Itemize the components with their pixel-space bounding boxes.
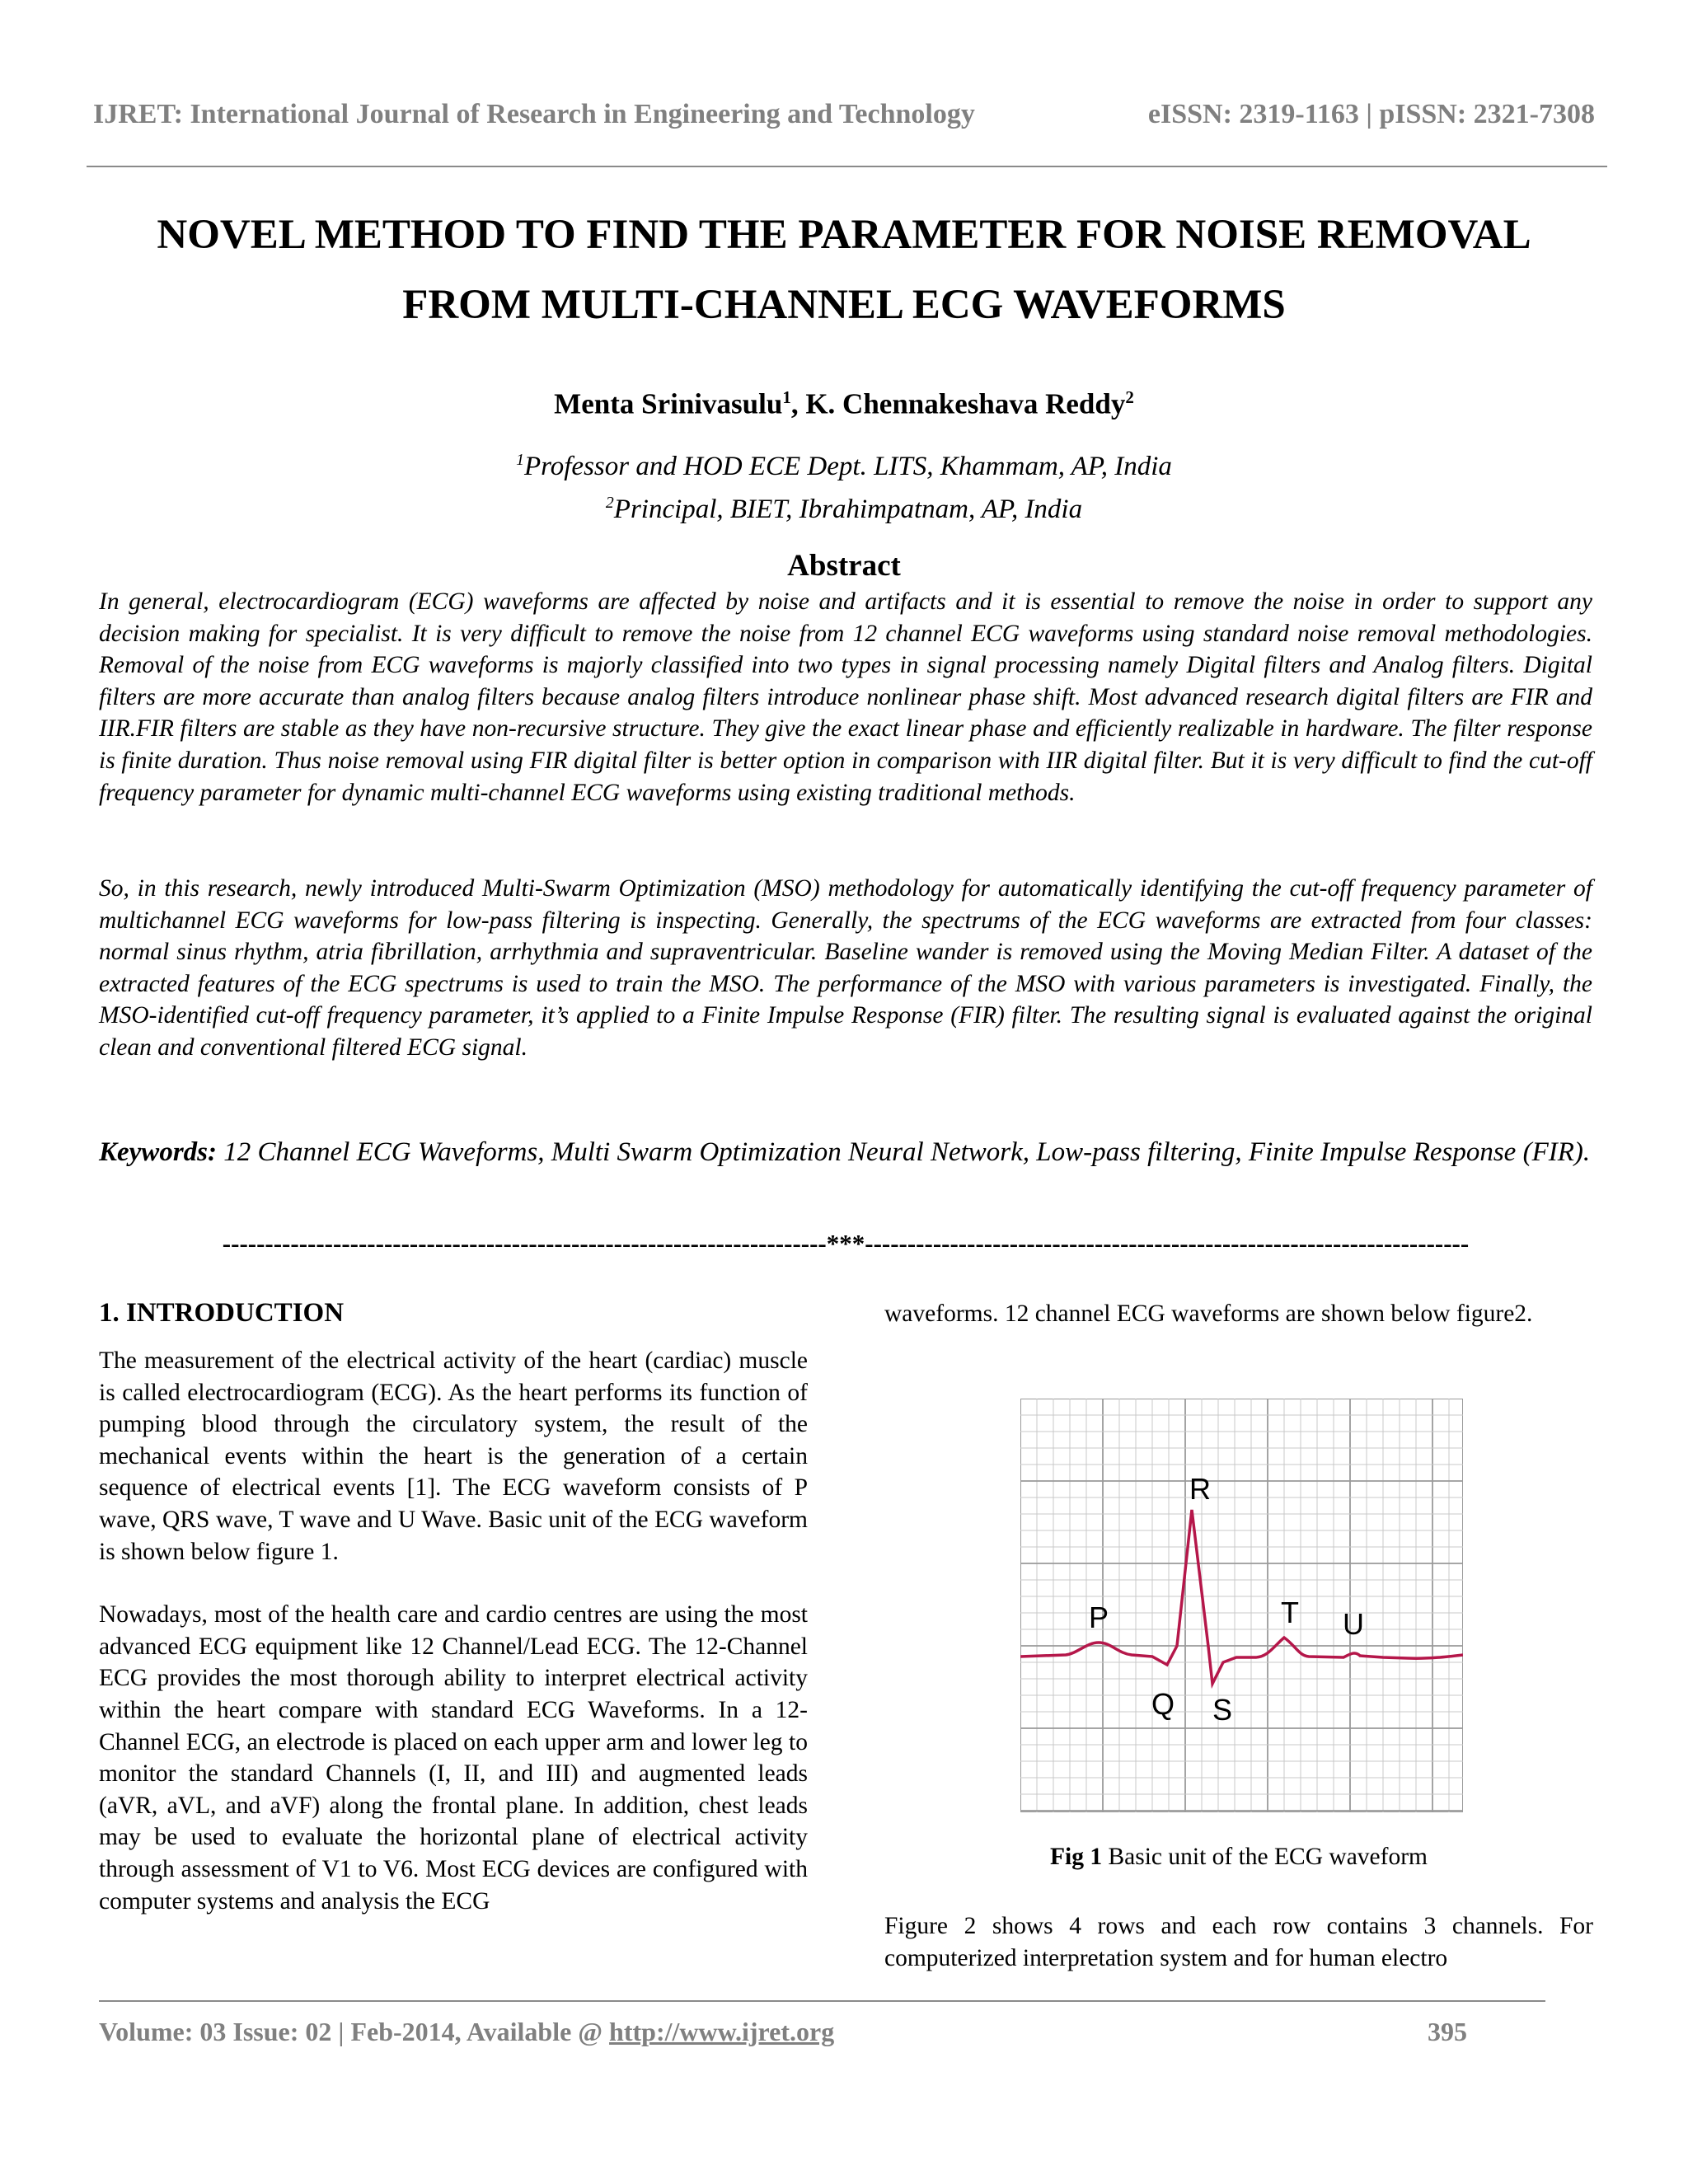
- footer-volume: Volume: 03 Issue: 02 | Feb-2014, Available @: [99, 2017, 610, 2046]
- keywords-label: Keywords:: [99, 1137, 217, 1167]
- keywords: [99, 1125, 1592, 1179]
- section-heading-introduction: 1. INTRODUCTION: [99, 1298, 345, 1328]
- figure-ecg-basic-unit: [1020, 1399, 1463, 1812]
- figure-caption: [884, 1844, 1593, 1871]
- author-2: K. Chennakeshava Reddy: [805, 387, 1126, 420]
- title-line-1: NOVEL METHOD TO FIND THE PARAMETER FOR NOISE REMOVAL: [157, 212, 1531, 258]
- intro-paragraph-4: Figure 2 shows 4 rows and each row contains 3 channels. For computerized interpretation system and for human electro: [884, 1913, 1593, 1971]
- footer: [99, 2017, 1459, 2047]
- keywords-text: 12 Channel ECG Waveforms, Multi Swarm Optimization Neural Network, Low-pass filtering, Finite Impulse Response (FIR).: [217, 1137, 1591, 1167]
- abstract-heading: Abstract: [787, 549, 901, 583]
- running-header: [93, 99, 1595, 130]
- author-separator: ,: [790, 387, 806, 420]
- affiliation-1: $^1$Professor and HOD ECE Dept. LITS, Khammam, AP, India: [516, 451, 1172, 481]
- author-list: [0, 387, 1688, 421]
- wave-label-s: S: [1212, 1693, 1233, 1727]
- left-column: [99, 1298, 808, 1917]
- author-1-affil: 1: [782, 387, 791, 407]
- figure-caption-label: Fig 1: [1050, 1844, 1103, 1870]
- page-number: 395: [1428, 2017, 1467, 2046]
- intro-paragraph-1: The measurement of the electrical activity of the heart (cardiac) muscle is called electrocardiogram (ECG). As the heart performs its function of pumping blood through the circulatory system, the result of the mechanical events within the heart is the generation of a certain sequence of electrical events [1]. The ECG waveform consists of P wave, QRS wave, T wave and U Wave. Basic unit of the ECG waveform is shown below figure 1.: [99, 1347, 808, 1565]
- wave-label-t: T: [1281, 1596, 1299, 1629]
- paper-title: [99, 200, 1589, 340]
- wave-label-p: P: [1088, 1601, 1109, 1634]
- wave-label-u: U: [1343, 1607, 1364, 1641]
- wave-label-q: Q: [1151, 1687, 1175, 1721]
- figure-caption-text: Basic unit of the ECG waveform: [1102, 1844, 1428, 1870]
- intro-paragraph-2: Nowadays, most of the health care and cardio centres are using the most advanced ECG equipment like 12 Channel/Lead ECG. The 12-Channel ECG provides the most thorough ability to interpret electrical activity within the heart compare with standard ECG Waveforms. In a 12-Channel ECG, an electrode is placed on each upper arm and lower leg to monitor the standard Channels (I, II, and III) and augmented leads (aVR, aVL, and aVF) along the frontal plane. In addition, chest leads may be used to evaluate the horizontal plane of electrical activity through assessment of V1 to V6. Most ECG devices are configured with computer systems and analysis the ECG: [99, 1601, 808, 1915]
- affiliations: [0, 442, 1688, 527]
- ecg-grid: [1020, 1399, 1463, 1812]
- footer-link[interactable]: http://www.ijret.org: [609, 2017, 835, 2046]
- author-1: Menta Srinivasulu: [554, 387, 783, 420]
- wave-label-r: R: [1189, 1472, 1211, 1506]
- grid-border: [1020, 1399, 1463, 1812]
- affiliation-2: $^2$Principal, BIET, Ibrahimpatnam, AP, India: [605, 494, 1083, 524]
- right-column-bottom: [884, 1910, 1593, 1974]
- abstract-paragraph-2: So, in this research, newly introduced Multi-Swarm Optimization (MSO) methodology for automatically identifying the cut-off frequency parameter of multichannel ECG waveforms for low-pass filtering is inspecting. Generally, the spectrums of the ECG waveforms are extracted from four classes: normal sinus rhythm, atria fibrillation, arrhythmia and supraventricular. Baseline wander is removed using the Moving Median Filter. A dataset of the extracted features of the ECG spectrums is used to train the MSO. The performance of the MSO with various parameters is investigated. Finally, the MSO-identified cut-off frequency parameter, it’s applied to a Finite Impulse Response (FIR) filter. The resulting signal is evaluated against the original clean and conventional filtered ECG signal.: [99, 875, 1592, 1061]
- title-line-2: FROM MULTI-CHANNEL ECG WAVEFORMS: [402, 282, 1286, 328]
- ecg-waveform-diagram: [1020, 1399, 1463, 1812]
- header-rule: [87, 166, 1607, 167]
- footer-rule: [99, 2000, 1545, 2002]
- right-column-top: [884, 1298, 1593, 1330]
- intro-paragraph-3: waveforms. 12 channel ECG waveforms are shown below figure2.: [884, 1301, 1533, 1327]
- journal-name: IJRET: International Journal of Research in Engineering and Technology: [93, 99, 975, 129]
- abstract-paragraph-1: In general, electrocardiogram (ECG) waveforms are affected by noise and artifacts and it is essential to remove the noise in order to support any decision making for specialist. It is very difficult to remove the noise from 12 channel ECG waveforms using standard noise removal methodologies. Removal of the noise from ECG waveforms is majorly classified into two types in signal processing namely Digital filters and Analog filters. Digital filters are more accurate than analog filters because analog filters introduce nonlinear phase shift. Most advanced research digital filters are FIR and IIR.FIR filters are stable as they have non-recursive structure. They give the exact linear phase and efficiently realizable in hardware. The filter response is finite duration. Thus noise removal using FIR digital filter is better option in comparison with IIR digital filter. But it is very difficult to find the cut-off frequency parameter for dynamic multi-channel ECG waveforms using existing traditional methods.: [99, 588, 1592, 806]
- issn: eISSN: 2319-1163 | pISSN: 2321-7308: [1147, 99, 1595, 129]
- author-2-affil: 2: [1125, 387, 1134, 407]
- section-separator: -----------------------------------------------------------------------***-----------------------------------------------------------------------: [222, 1229, 1470, 1258]
